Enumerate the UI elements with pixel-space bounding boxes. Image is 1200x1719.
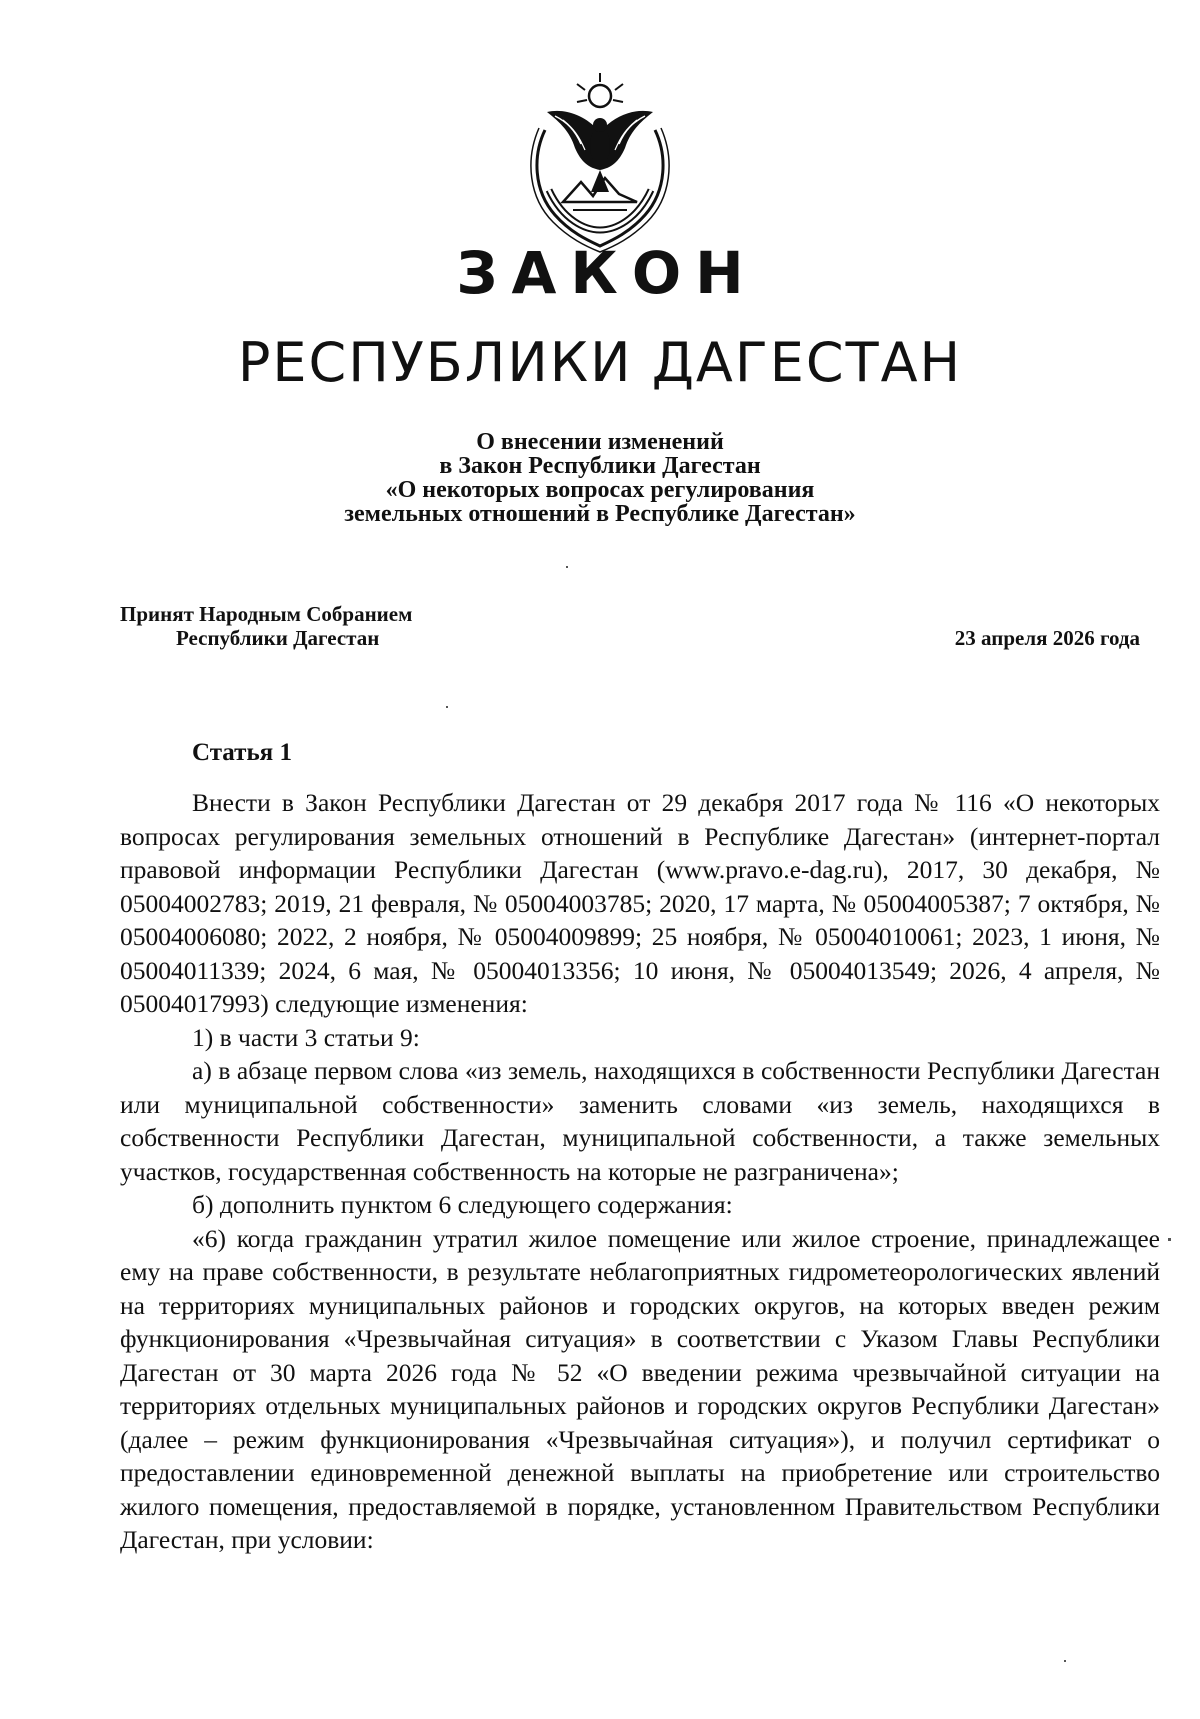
law-heading xyxy=(0,430,1200,526)
article-body xyxy=(120,786,1160,1557)
paragraph: 1) в части 3 статьи 9: xyxy=(192,1022,420,1052)
scan-speck xyxy=(1168,1238,1171,1241)
paragraph: «6) когда гражданин утратил жилое помещение или жилое строение, принадлежащее ему на праве собственности, в результате неблагоприятных гидрометеорологических явлений на территориях муниципальных районов и городских округов, на которых введен режим функционирования «Чрезвычайная ситуация» в соответствии с Указом Главы Республики Дагестан от 30 марта 2026 года № 52 «О введении режима чрезвычайной ситуации на территориях отдельных муниципальных районов и городских округов Республики Дагестан» (далее – режим функционирования «Чрезвычайная ситуация»), и получил сертификат о предоставлении единовременной денежной выплаты на приобретение или строительство жилого помещения, предоставляемой в порядке, установленном Правительством Республики Дагестан, при условии: xyxy=(120,1223,1160,1554)
scan-speck xyxy=(1064,1660,1066,1662)
paragraph: а) в абзаце первом слова «из земель, находящихся в собственности Республики Дагестан или муниципальной собственности» заменить словами «из земель, находящихся в собственности Республики Дагестан, муниципальной собственности, а также земельных участков, государственная собственность на которые не разграничена»; xyxy=(120,1056,1160,1186)
adopted-date: 23 апреля 2026 года xyxy=(954,626,1140,650)
paragraph: б) дополнить пунктом 6 следующего содержания: xyxy=(192,1190,733,1219)
heading-line: земельных отношений в Республике Дагестан» xyxy=(344,501,856,527)
heading-line: О внесении изменений xyxy=(476,429,724,455)
adopted-by-line1: Принят Народным Собранием xyxy=(120,602,413,626)
law-title: ЗАКОН xyxy=(456,239,758,307)
adopted-by-block xyxy=(120,602,412,650)
law-subtitle: РЕСПУБЛИКИ ДАГЕСТАН xyxy=(237,331,963,394)
scan-speck xyxy=(446,706,448,708)
scan-speck xyxy=(566,566,568,568)
heading-line: в Закон Республики Дагестан xyxy=(439,453,761,479)
article-title: Статья 1 xyxy=(192,739,292,766)
paragraph: Внести в Закон Республики Дагестан от 29 декабря 2017 года № 116 «О некоторых вопросах регулирования земельных отношений в Республике Дагестан» (интернет-портал правовой информации Республики Дагестан (www.pravo.e-dag.ru), 2017, 30 декабря, № 05004002783; 2019, 21 февраля, № 05004003785; 2020, 17 марта, № 05004005387; 7 октября, № 05004006080; 2022, 2 ноября, № 05004009899; 25 ноября, № 05004010061; 2023, 1 июня, № 05004011339; 2024, 6 мая, № 05004013356; 10 июня, № 05004013549; 2026, 4 апреля, № 05004017993) следующие изменения: xyxy=(120,788,1160,1018)
heading-line: «О некоторых вопросах регулирования xyxy=(385,477,815,503)
adopted-by-line2: Республики Дагестан xyxy=(176,626,380,650)
coat-of-arms-emblem xyxy=(515,70,685,255)
